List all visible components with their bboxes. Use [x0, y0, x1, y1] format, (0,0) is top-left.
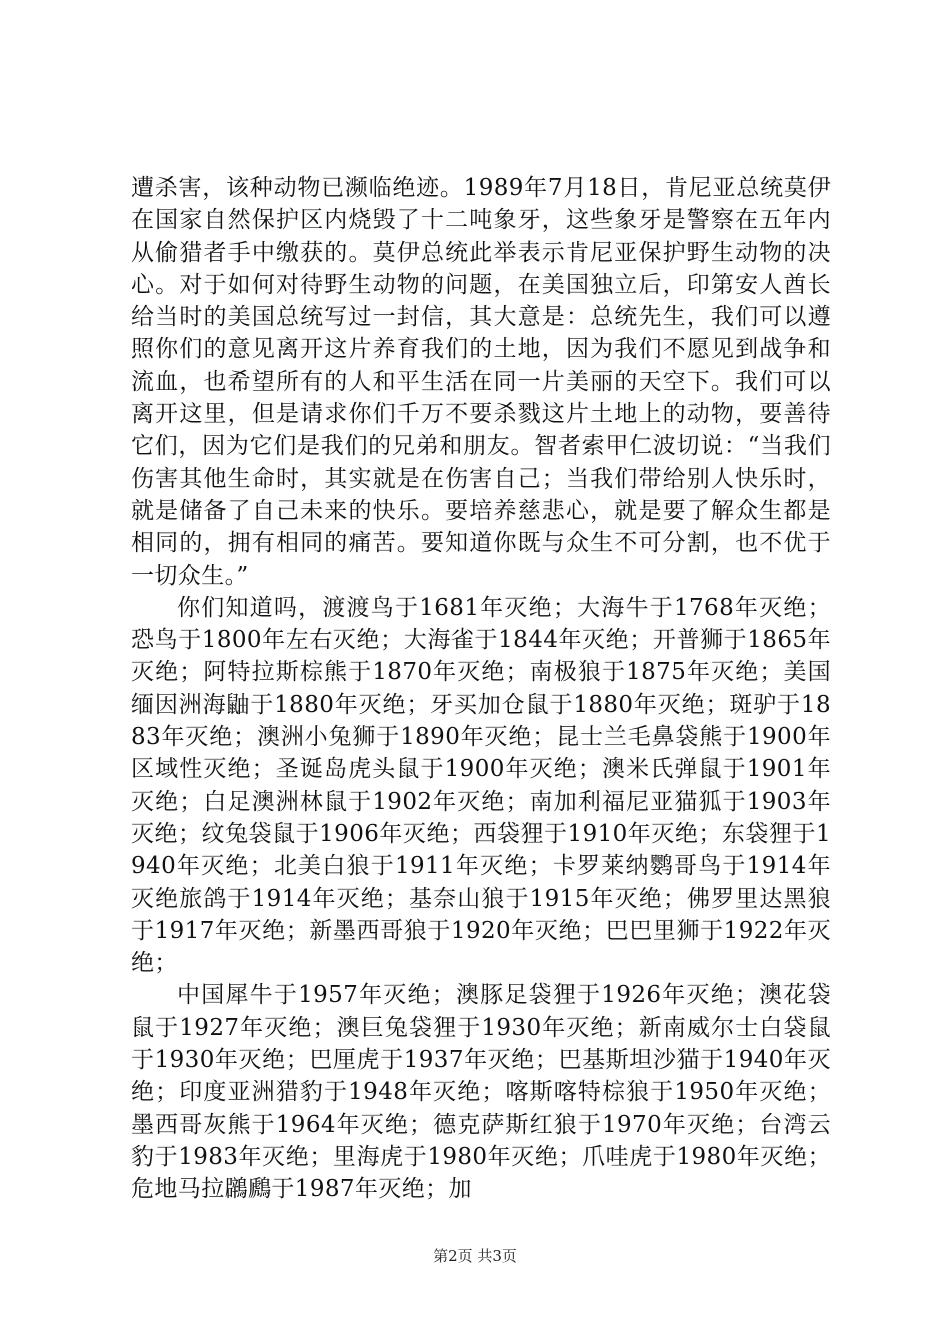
paragraph-2: 你们知道吗，渡渡鸟于1681年灭绝；大海牛于1768年灭绝；恐鸟于1800年左右灭绝；大海雀于1844年灭绝；开普狮于1865年灭绝；阿特拉斯棕熊于1870年灭绝；南极狼于1875年灭绝；美国缅因洲海鼬于1880年灭绝；牙买加仓鼠于1880年灭绝；斑驴于1883年灭绝；澳洲小兔狮于1890年灭绝；昆士兰毛鼻袋熊于1900年区域性灭绝；圣诞岛虎头鼠于1900年灭绝；澳米氏弹鼠于1901年灭绝；白足澳洲林鼠于1902年灭绝；南加利福尼亚猫狐于1903年灭绝；纹兔袋鼠于1906年灭绝；西袋狸于1910年灭绝；东袋狸于1940年灭绝；北美白狼于1911年灭绝；卡罗莱纳鹦哥鸟于1914年灭绝旅鸽于1914年灭绝；基奈山狼于1915年灭绝；佛罗里达黑狼于1917年灭绝；新墨西哥狼于1920年灭绝；巴巴里狮于1922年灭绝；	[131, 594, 831, 977]
paragraph-1: 遭杀害，该种动物已濒临绝迹。1989年7月18日，肯尼亚总统莫伊在国家自然保护区内烧毁了十二吨象牙，这些象牙是警察在五年内从偷猎者手中缴获的。莫伊总统此举表示肯尼亚保护野生动物的决心。对于如何对待野生动物的问题，在美国独立后，印第安人酋长给当时的美国总统写过一封信，其大意是：总统先生，我们可以遵照你们的意见离开这片养育我们的土地，因为我们不愿见到战争和流血，也希望所有的人和平生活在同一片美丽的天空下。我们可以离开这里，但是请求你们千万不要杀戮这片土地上的动物，要善待它们，因为它们是我们的兄弟和朋友。智者索甲仁波切说：“当我们伤害其他生命时，其实就是在伤害自己；当我们带给别人快乐时，就是储备了自己未来的快乐。要培养慈悲心，就是要了解众生都是相同的，拥有相同的痛苦。要知道你既与众生不可分割，也不优于一切众生。”	[131, 175, 831, 589]
page-footer: 第2页 共3页	[433, 1247, 517, 1265]
document-body	[131, 172, 831, 1206]
paragraph-3: 中国犀牛于1957年灭绝；澳豚足袋狸于1926年灭绝；澳花袋鼠于1927年灭绝；澳巨兔袋狸于1930年灭绝；新南威尔士白袋鼠于1930年灭绝；巴厘虎于1937年灭绝；巴基斯坦沙猫于1940年灭绝；印度亚洲猎豹于1948年灭绝；喀斯喀特棕狼于1950年灭绝；墨西哥灰熊于1964年灭绝；德克萨斯红狼于1970年灭绝；台湾云豹于1983年灭绝；里海虎于1980年灭绝；爪哇虎于1980年灭绝；危地马拉鸊鷉于1987年灭绝；加	[131, 982, 831, 1203]
